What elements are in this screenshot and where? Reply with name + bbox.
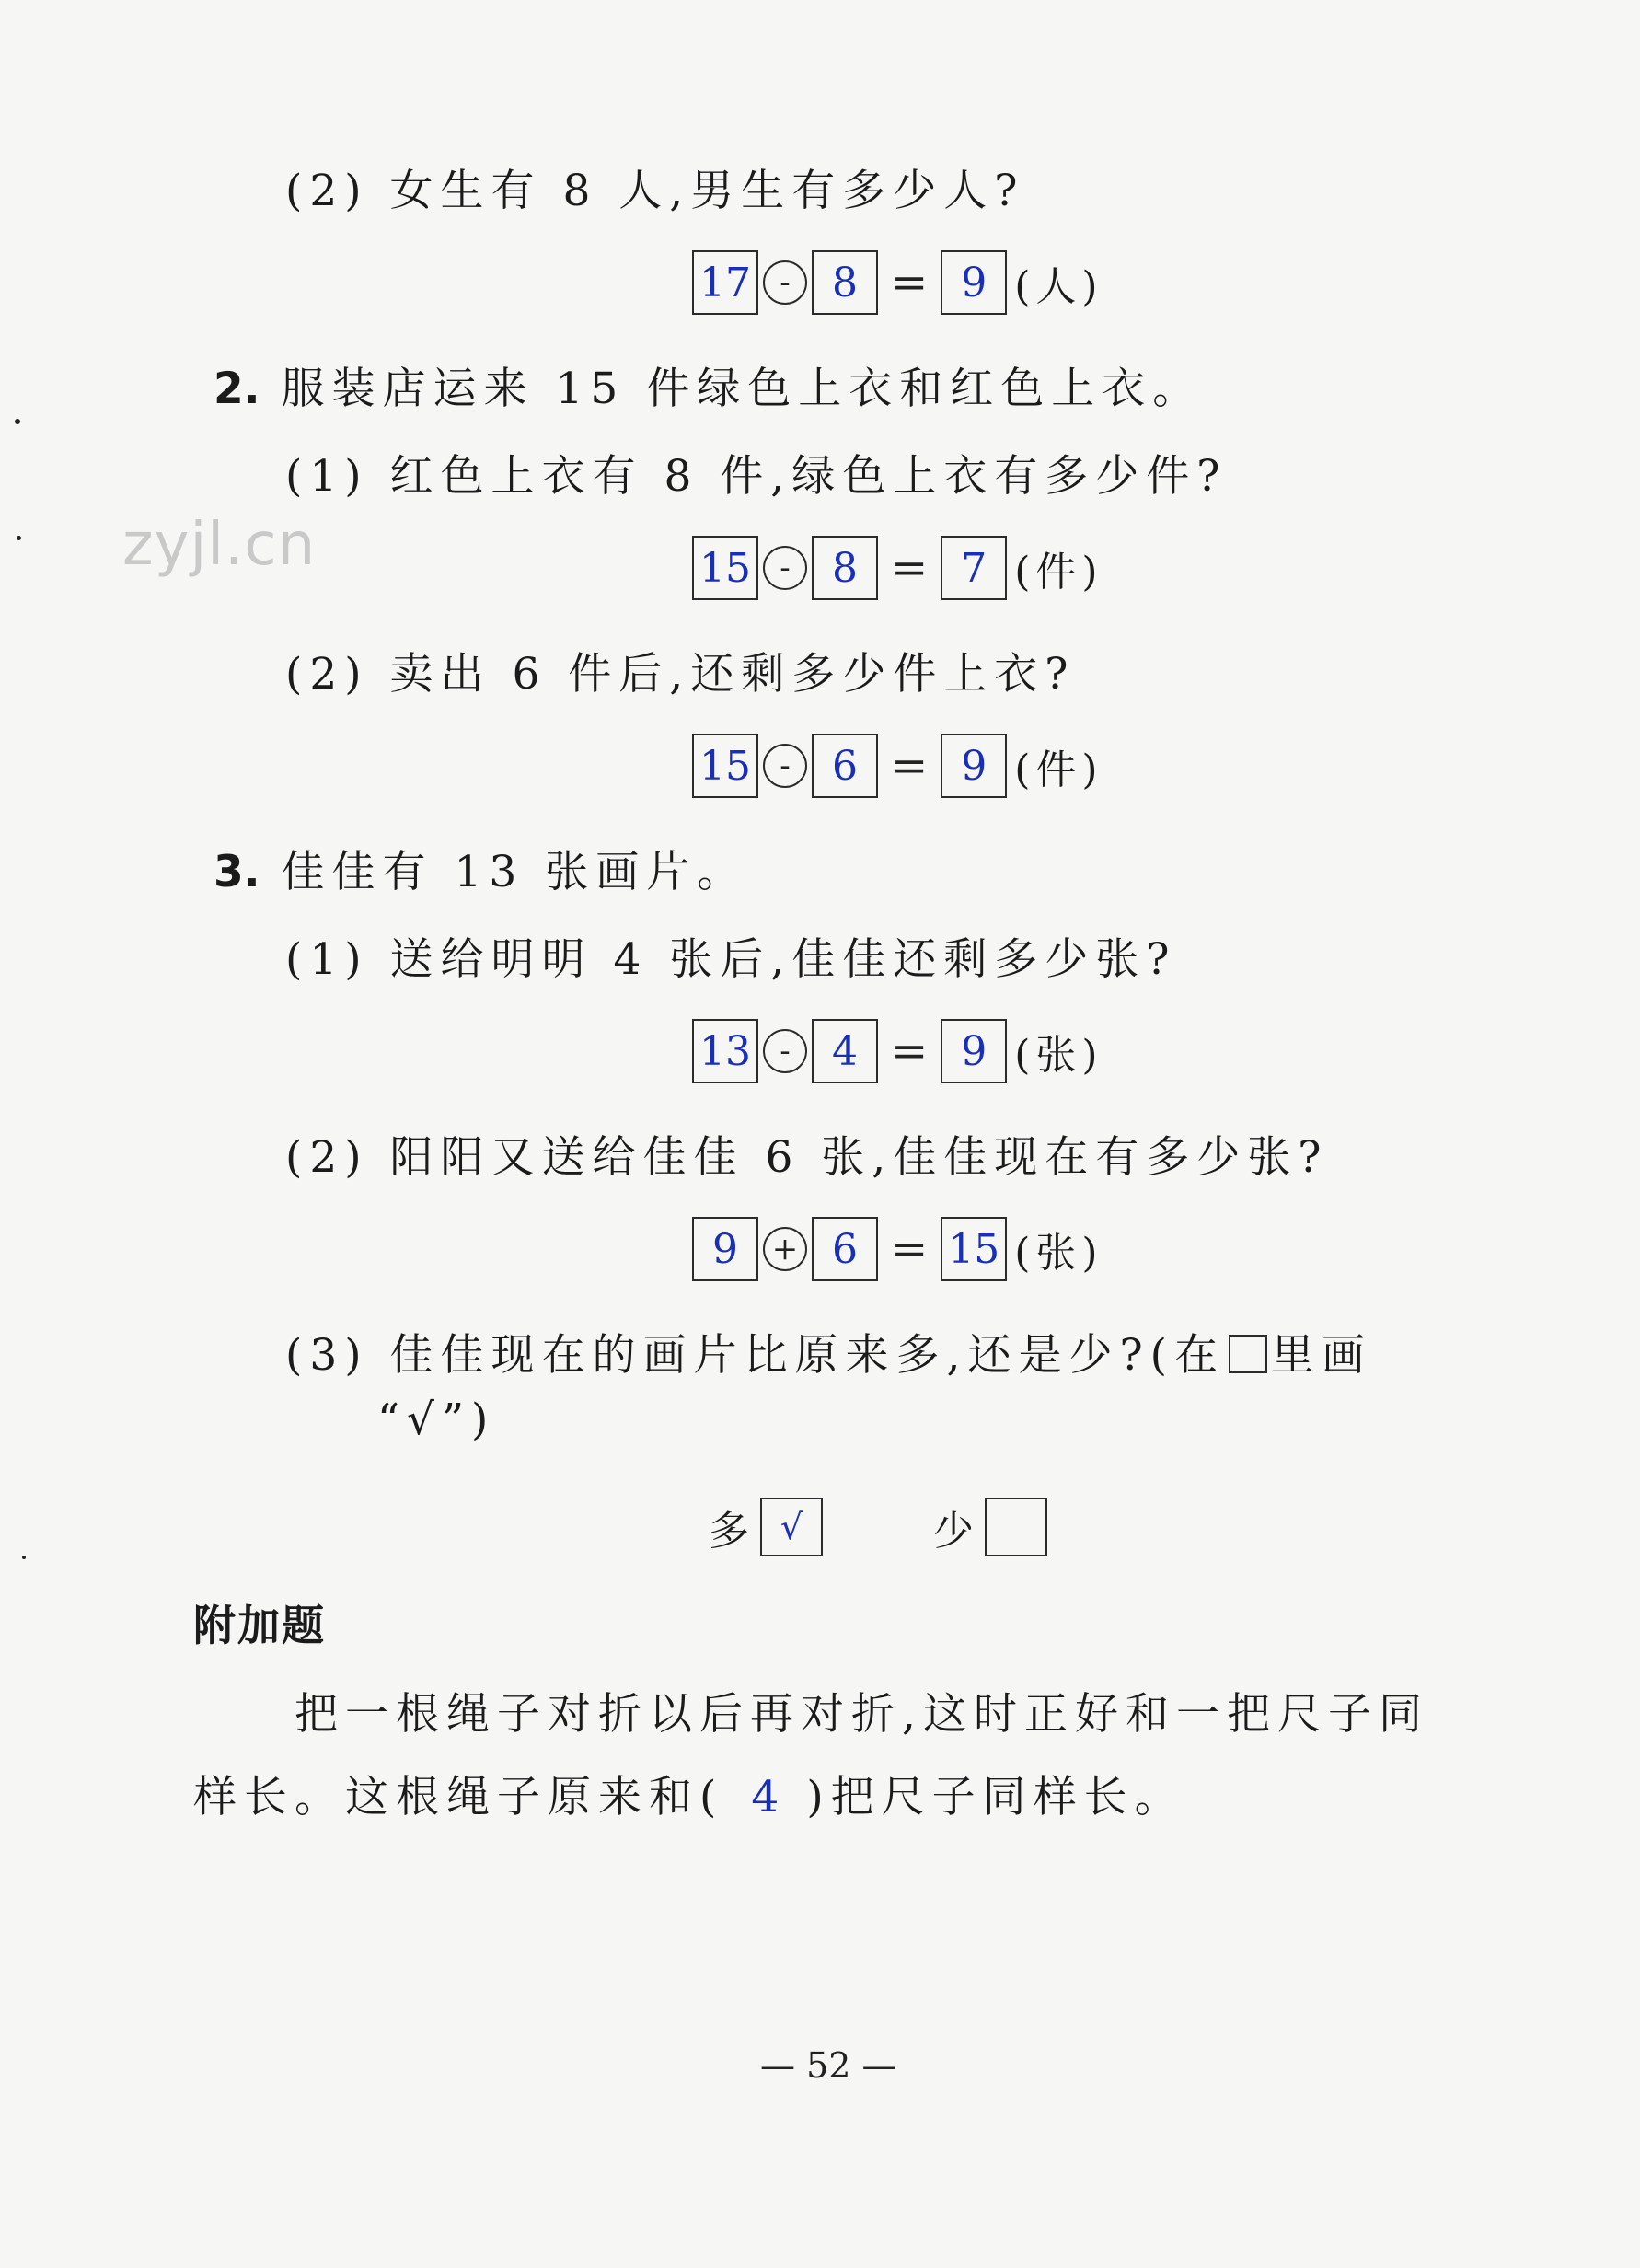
operand-b-box: 8: [812, 536, 878, 600]
equation-3-2: [692, 1215, 1103, 1283]
question-2-1-prompt: (1) 红色上衣有 8 件,绿色上衣有多少件?: [285, 451, 1228, 502]
question-1-2-prompt: (2) 女生有 8 人,男生有多少人?: [285, 166, 1025, 216]
question-3-3-prompt-cont: “√”): [377, 1394, 496, 1445]
equation-1-2: [692, 249, 1103, 317]
unit-label: (人): [1014, 263, 1103, 310]
equals-sign: =: [891, 1025, 929, 1077]
bonus-text-a: 样长。这根绳子原来和(: [193, 1772, 724, 1822]
bonus-text-line-1: 把一根绳子对折以后再对折,这时正好和一把尺子同: [295, 1689, 1429, 1740]
operand-b-box: 6: [812, 1217, 878, 1281]
result-box: 15: [941, 1217, 1007, 1281]
bonus-text-b: )把尺子同样长。: [806, 1772, 1185, 1822]
operator-circle: -: [763, 260, 807, 305]
unit-label: (张): [1014, 1230, 1103, 1277]
result-box: 9: [941, 1019, 1007, 1083]
equals-sign: =: [891, 257, 929, 308]
more-label: 多: [709, 1508, 755, 1555]
operator-circle: -: [763, 1029, 807, 1073]
operand-b-box: 4: [812, 1019, 878, 1083]
more-answer-box: √: [760, 1498, 823, 1556]
margin-mark: [15, 419, 20, 424]
operand-a-box: 9: [692, 1217, 758, 1281]
operator-circle: -: [763, 546, 807, 590]
more-less-choices: [709, 1493, 1047, 1561]
unit-label: (张): [1014, 1032, 1103, 1079]
margin-mark: [17, 536, 21, 540]
question-3-3-text-b: 里画: [1271, 1330, 1372, 1381]
margin-mark: [22, 1556, 26, 1559]
equals-sign: =: [891, 1223, 929, 1275]
operand-a-box: 17: [692, 250, 758, 315]
equation-3-1: [692, 1017, 1103, 1085]
equation-2-2: [692, 732, 1103, 800]
equation-2-1: [692, 534, 1103, 602]
equals-sign: =: [891, 542, 929, 594]
bonus-text-line-2: [193, 1763, 1185, 1824]
question-2-2-prompt: (2) 卖出 6 件后,还剩多少件上衣?: [285, 649, 1076, 700]
question-3-3-prompt: [285, 1321, 1372, 1383]
question-number: 3.: [214, 847, 260, 897]
result-box: 9: [941, 250, 1007, 315]
unit-label: (件): [1014, 746, 1103, 793]
question-3-prompt: [214, 838, 747, 899]
question-text: 佳佳有 13 张画片。: [281, 847, 748, 897]
less-label: 少: [933, 1508, 979, 1555]
bonus-heading: 附加题: [193, 1601, 326, 1650]
question-3-1-prompt: (1) 送给明明 4 张后,佳佳还剩多少张?: [285, 934, 1177, 985]
question-2-prompt: [214, 354, 1203, 416]
operand-b-box: 6: [812, 734, 878, 798]
checkbox-symbol: [1229, 1335, 1267, 1373]
result-box: 9: [941, 734, 1007, 798]
bonus-answer: 4: [751, 1772, 780, 1822]
question-text: 服装店运来 15 件绿色上衣和红色上衣。: [281, 364, 1204, 414]
operand-a-box: 15: [692, 536, 758, 600]
question-3-3-text-a: (3) 佳佳现在的画片比原来多,还是少?(在: [285, 1330, 1225, 1381]
unit-label: (件): [1014, 549, 1103, 596]
watermark: zyjl.cn: [122, 511, 317, 579]
operator-circle: +: [763, 1227, 807, 1271]
page-number: — 52 —: [760, 2045, 897, 2086]
operand-a-box: 15: [692, 734, 758, 798]
less-answer-box: [985, 1498, 1047, 1556]
result-box: 7: [941, 536, 1007, 600]
operator-circle: -: [763, 744, 807, 788]
question-number: 2.: [214, 364, 260, 414]
question-3-2-prompt: (2) 阳阳又送给佳佳 6 张,佳佳现在有多少张?: [285, 1132, 1329, 1183]
equals-sign: =: [891, 740, 929, 792]
operand-a-box: 13: [692, 1019, 758, 1083]
operand-b-box: 8: [812, 250, 878, 315]
